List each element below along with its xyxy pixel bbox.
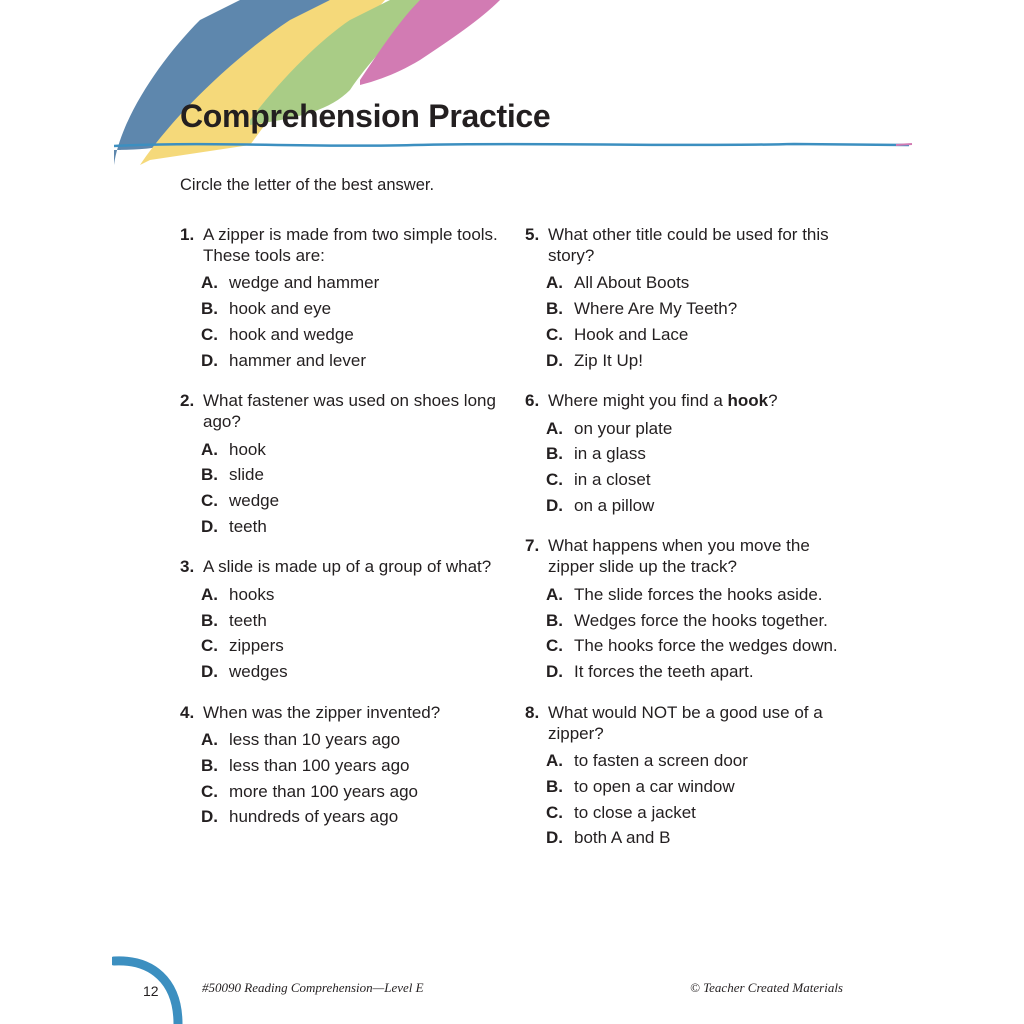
answer-option[interactable]: C. to close a jacket xyxy=(546,802,696,822)
answer-option[interactable]: C. The hooks force the wedges down. xyxy=(546,636,838,656)
answer-option[interactable]: D. Zip It Up! xyxy=(546,350,643,370)
question-number: 3. xyxy=(180,557,195,577)
question-5 xyxy=(525,224,855,373)
bold-keyword: hook xyxy=(727,391,769,411)
answer-option[interactable]: A. to fasten a screen door xyxy=(546,750,748,770)
instructions: Circle the letter of the best answer. xyxy=(180,176,435,194)
question-text: What other title could be used for this story? xyxy=(548,225,829,265)
question-text: A slide is made up of a group of what? xyxy=(203,557,492,577)
question-8 xyxy=(525,702,855,851)
answer-option[interactable]: C. zippers xyxy=(201,636,284,656)
question-4 xyxy=(180,702,510,830)
answer-option[interactable]: C. hook and wedge xyxy=(201,324,354,344)
answer-option[interactable]: D. wedges xyxy=(201,662,288,682)
answer-option[interactable]: A. hook xyxy=(201,439,266,459)
question-number: 6. xyxy=(525,391,540,411)
answer-option[interactable]: C. wedge xyxy=(201,491,280,511)
question-number: 2. xyxy=(180,391,195,411)
question-number: 1. xyxy=(180,225,195,244)
footer-copyright: © Teacher Created Materials xyxy=(690,980,843,995)
question-text: When was the zipper invented? xyxy=(203,702,441,722)
answer-option[interactable]: A. on your plate xyxy=(546,418,673,438)
answer-option[interactable]: B. hook and eye xyxy=(201,299,332,319)
answer-option[interactable]: D. hammer and lever xyxy=(201,350,367,370)
answer-option[interactable]: B. teeth xyxy=(201,610,267,630)
answer-option[interactable]: D. It forces the teeth apart. xyxy=(546,662,754,682)
questions-column-left xyxy=(180,224,510,847)
answer-option[interactable]: A. All About Boots xyxy=(546,273,690,293)
answer-option[interactable]: A. The slide forces the hooks aside. xyxy=(546,584,823,604)
answer-option[interactable]: C. in a closet xyxy=(546,470,651,490)
question-text: What would NOT be a good use of a zipper? xyxy=(548,702,823,743)
question-text: What fastener was used on shoes long ago? xyxy=(203,391,496,432)
answer-option[interactable]: D. hundreds of years ago xyxy=(201,807,399,827)
question-2 xyxy=(180,390,510,539)
title-underline-rule xyxy=(114,136,914,156)
answer-option[interactable]: B. in a glass xyxy=(546,444,646,464)
question-number: 5. xyxy=(525,225,540,244)
question-7 xyxy=(525,535,855,684)
answer-option[interactable]: B. Wedges force the hooks together. xyxy=(546,610,828,630)
answer-option[interactable]: A. less than 10 years ago xyxy=(201,729,401,749)
answer-option[interactable]: D. on a pillow xyxy=(546,495,655,515)
question-number: 8. xyxy=(525,702,540,722)
answer-option[interactable]: B. to open a car window xyxy=(546,776,735,796)
question-6 xyxy=(525,390,855,518)
answer-option[interactable]: B. slide xyxy=(201,465,264,485)
answer-option[interactable]: B. less than 100 years ago xyxy=(201,755,410,775)
answer-option[interactable]: A. wedge and hammer xyxy=(201,273,380,293)
question-text: A zipper is made from two simple tools. These tools are: xyxy=(203,225,498,265)
questions-column-right xyxy=(525,224,855,868)
question-number: 4. xyxy=(180,702,195,722)
question-number: 7. xyxy=(525,536,540,556)
page-title: Comprehension Practice xyxy=(180,98,551,134)
question-1 xyxy=(180,224,510,373)
footer-book-title: #50090 Reading Comprehension—Level E xyxy=(202,980,424,995)
question-text: Where might you find a hook? xyxy=(548,391,778,411)
answer-option[interactable]: C. more than 100 years ago xyxy=(201,781,419,801)
answer-option[interactable]: C. Hook and Lace xyxy=(546,324,689,344)
page-number: 12 xyxy=(143,983,159,999)
answer-option[interactable]: D. teeth xyxy=(201,516,267,536)
question-3 xyxy=(180,556,510,684)
answer-option[interactable]: D. both A and B xyxy=(546,828,671,848)
answer-option[interactable]: B. Where Are My Teeth? xyxy=(546,299,738,319)
question-text: What happens when you move the zipper slide up the track? xyxy=(548,536,810,577)
answer-option[interactable]: A. hooks xyxy=(201,584,275,604)
